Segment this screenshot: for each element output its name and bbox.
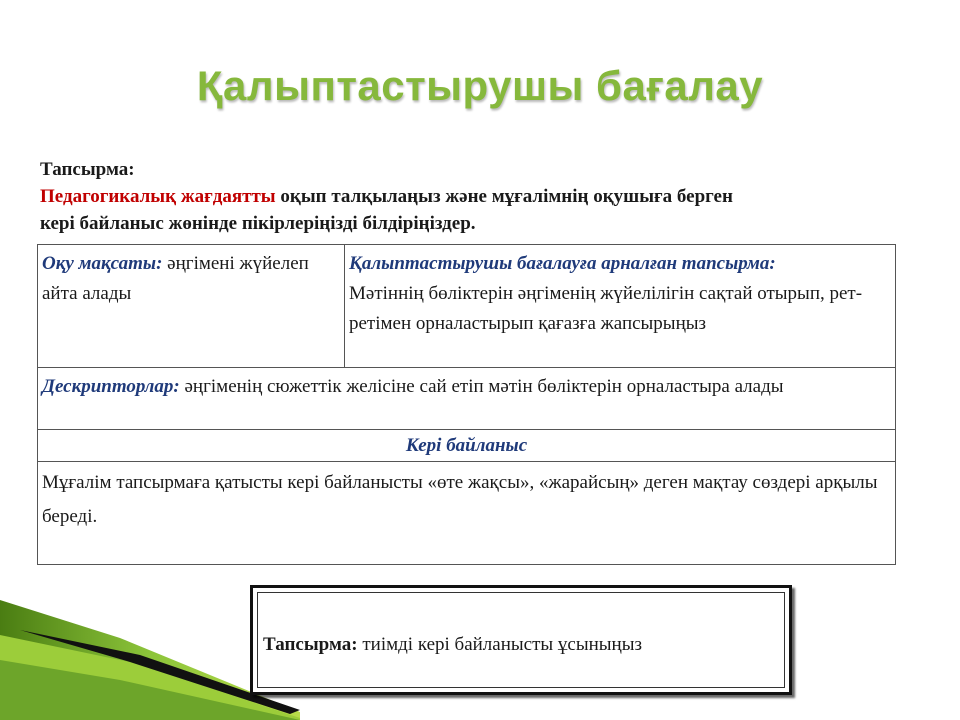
assignment-text	[263, 634, 642, 656]
goal-cell	[38, 245, 345, 368]
assignment-label: Тапсырма:	[263, 634, 358, 655]
fa-task-text: Мәтіннің бөліктерін әңгіменің жүйелілігін сақтай отырып, рет-ретімен орналастырып қағазға жапсырыңыз	[349, 283, 863, 334]
descriptor-cell	[38, 368, 896, 430]
table-row	[38, 368, 896, 430]
feedback-header: Кері байланыс	[405, 435, 528, 456]
assessment-table	[37, 244, 896, 565]
fa-task-label: Қалыптастырушы бағалауға арналған тапсырма:	[349, 253, 776, 274]
assignment-box	[250, 585, 792, 695]
descriptor-label: Дескрипторлар:	[42, 376, 180, 397]
table-row	[38, 462, 896, 565]
fa-task-cell	[345, 245, 896, 368]
descriptor-text: әңгіменің сюжеттік желісіне сай етіп мәтін бөліктерін орналастыра алады	[179, 376, 784, 397]
slide-title: Қалыптастырушы бағалау	[196, 62, 764, 109]
table-row	[38, 245, 896, 368]
task-label: Тапсырма:	[40, 159, 135, 180]
assignment-body: тиімді кері байланысты ұсыныңыз	[357, 634, 642, 655]
task-line-1	[40, 183, 930, 210]
goal-label: Оқу мақсаты:	[42, 253, 163, 274]
table-row	[38, 430, 896, 462]
feedback-header-cell	[38, 430, 896, 462]
feedback-text: Мұғалім тапсырмаға қатысты кері байланысты «өте жақсы», «жарайсың» деген мақтау сөздері арқылы береді.	[42, 472, 878, 527]
goal-text: әңгімені жүйелеп айта алады	[42, 253, 309, 304]
task-instructions	[40, 156, 930, 237]
task-line-2: кері байланыс жөнінде пікірлеріңізді білдіріңіздер.	[40, 213, 476, 234]
task-highlight: Педагогикалық жағдаятты	[40, 186, 276, 207]
feedback-text-cell	[38, 462, 896, 565]
task-text-1: оқып талқылаңыз және мұғалімнің оқушыға берген	[275, 186, 733, 207]
